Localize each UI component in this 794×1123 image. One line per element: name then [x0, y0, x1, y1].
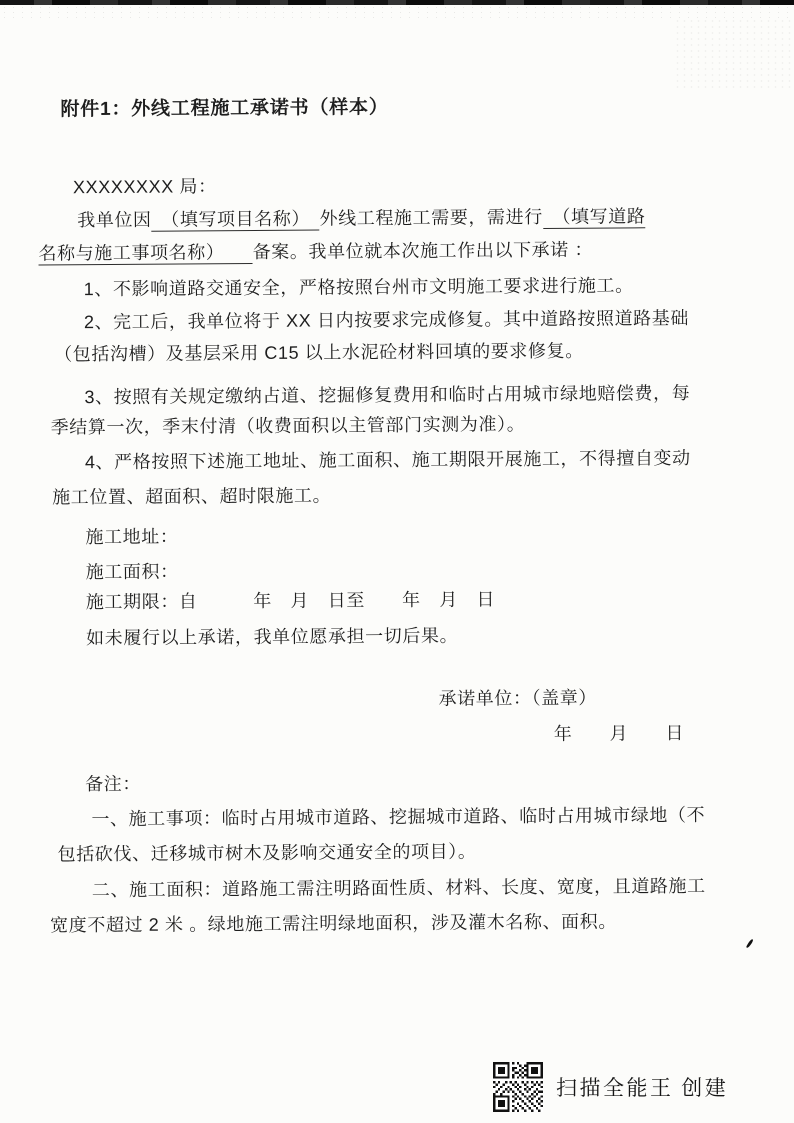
commitment-item-3-line-2: 季结算一次，季末付清（收费面积以主管部门实测为准）。	[50, 414, 526, 438]
qr-code-icon	[493, 1062, 543, 1112]
stray-pen-mark	[746, 939, 754, 950]
intro-text-3: 备案。我单位就本次施工作出以下承诺 ：	[252, 239, 594, 262]
field-construction-address: 施工地址：	[85, 526, 179, 548]
intro-line-2	[38, 239, 593, 265]
field-construction-period: 施工期限：自 年 月 日至 年 月 日	[85, 589, 496, 613]
commitment-item-3-line-1: 3、按照有关规定缴纳占道、挖掘修复费用和临时占用城市绿地赔偿费，每	[84, 382, 691, 408]
note-2-line-2: 宽度不超过 2 米 。绿地施工需注明绿地面积，涉及灌木名称、面积。	[50, 911, 618, 936]
salutation-line: XXXXXXXX 局：	[72, 176, 217, 198]
intro-text-1: 我单位因	[77, 209, 152, 231]
fill-blank-road-name-start: （填写道路	[542, 206, 646, 227]
commitment-item-1: 1、不影响道路交通安全，严格按照台州市文明施工要求进行施工。	[83, 275, 634, 300]
intro-text-2: 外线工程施工需要，需进行	[319, 206, 543, 229]
signature-unit-seal: 承诺单位：（盖章）	[438, 687, 598, 709]
scanner-app-label: 扫描全能王 创建	[556, 1076, 729, 1100]
fill-blank-project-name: （填写项目名称）	[151, 208, 320, 230]
note-2-line-1: 二、施工面积：道路施工需注明路面性质、材料、长度、宽度，且道路施工	[91, 875, 706, 901]
scanner-watermark	[493, 1061, 728, 1113]
note-1-line-1: 一、施工事项：临时占用城市道路、挖掘城市道路、临时占用城市绿地（不	[91, 804, 706, 830]
commitment-item-4-line-2: 施工位置、超面积、超时限施工。	[52, 485, 332, 508]
intro-line-1	[77, 205, 645, 231]
consequence-statement: 如未履行以上承诺，我单位愿承担一切后果。	[86, 625, 459, 649]
commitment-item-2-line-1: 2、完工后，我单位将于 XX 日内按要求完成修复。其中道路按照道路基础	[83, 307, 690, 333]
field-construction-area: 施工面积：	[85, 561, 179, 583]
attachment-title: 附件1：外线工程施工承诺书（样本）	[60, 97, 389, 121]
signature-date-line: 年 月 日	[553, 722, 685, 744]
commitment-item-4-line-1: 4、严格按照下述施工地址、施工面积、施工期限开展施工，不得擅自变动	[84, 447, 691, 473]
note-1-line-2: 包括砍伐、迁移城市树木及影响交通安全的项目）。	[57, 841, 477, 865]
notes-label: 备注：	[85, 773, 142, 795]
commitment-item-2-line-2: （包括沟槽）及基层采用 C15 以上水泥砼材料回填的要求修复。	[54, 340, 584, 365]
fill-blank-road-name-cont: 名称与施工事项名称）	[38, 241, 253, 264]
